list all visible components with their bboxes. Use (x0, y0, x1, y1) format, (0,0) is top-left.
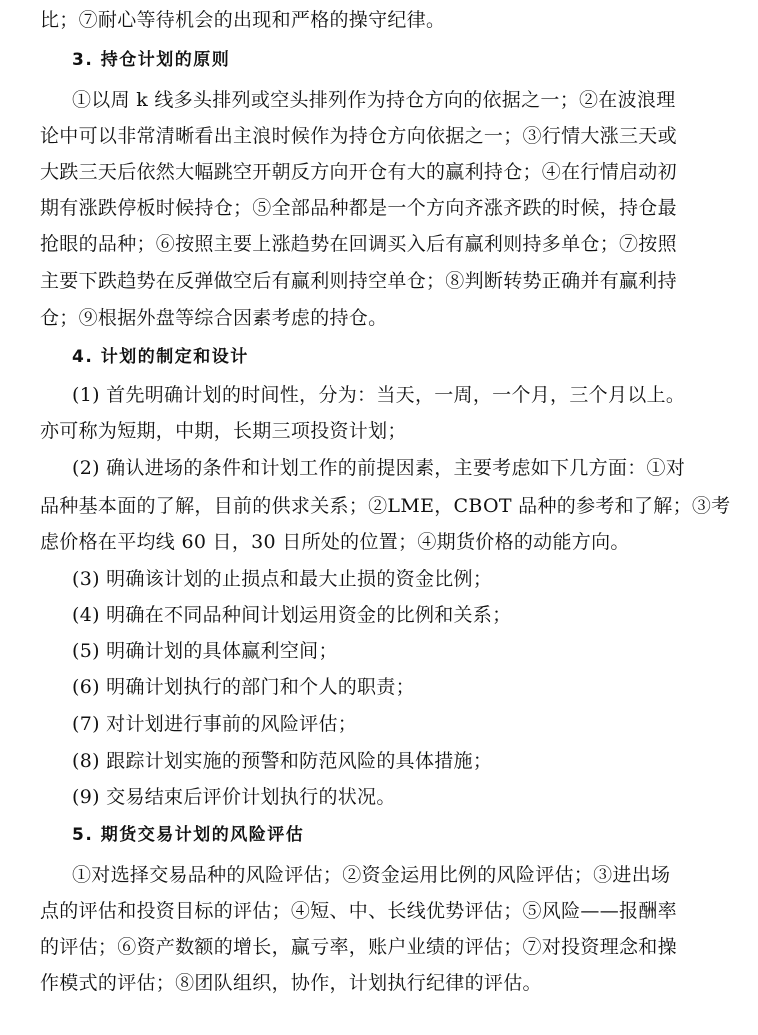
section-heading-3: 3. 持仓计划的原则 (72, 50, 231, 70)
section-heading-4: 4. 计划的制定和设计 (72, 347, 249, 367)
list-item: (7) 对计划进行事前的风险评估； (72, 713, 358, 735)
section-heading-5: 5. 期货交易计划的风险评估 (72, 825, 305, 845)
list-item: (3) 明确该计划的止损点和最大止损的资金比例； (72, 568, 493, 590)
text-line: 仓；⑨根据外盘等综合因素考虑的持仓。 (40, 307, 388, 329)
text-line: ①以周 k 线多头排列或空头排列作为持仓方向的依据之一；②在波浪理 (72, 89, 676, 111)
text-line: 论中可以非常清晰看出主浪时候作为持仓方向依据之一；③行情大涨三天或 (40, 125, 677, 147)
text-line: 抢眼的品种；⑥按照主要上涨趋势在回调买入后有赢利则持多单仓；⑦按照 (40, 233, 677, 255)
text-line: 虑价格在平均线 60 日，30 日所处的位置；④期货价格的动能方向。 (40, 531, 630, 553)
text-line: 品种基本面的了解，目前的供求关系；②LME，CBOT 品种的参考和了解；③考 (40, 495, 730, 517)
list-item: (5) 明确计划的具体赢利空间； (72, 640, 338, 662)
list-item: (4) 明确在不同品种间计划运用资金的比例和关系； (72, 604, 512, 626)
list-item: (9) 交易结束后评价计划执行的状况。 (72, 786, 396, 808)
text-line: 期有涨跌停板时候持仓；⑤全部品种都是一个方向齐涨齐跌的时候，持仓最 (40, 197, 677, 219)
text-line: 主要下跌趋势在反弹做空后有赢利则持空单仓；⑧判断转势正确并有赢利持 (40, 270, 677, 292)
text-line: 比；⑦耐心等待机会的出现和严格的操守纪律。 (40, 9, 446, 31)
text-line: 大跌三天后依然大幅跳空开朝反方向开仓有大的赢利持仓；④在行情启动初 (40, 161, 677, 183)
text-line: 亦可称为短期，中期，长期三项投资计划； (40, 420, 407, 442)
text-line: (2) 确认进场的条件和计划工作的前提因素，主要考虑如下几方面：①对 (72, 457, 686, 479)
list-item: (8) 跟踪计划实施的预警和防范风险的具体措施； (72, 750, 493, 772)
text-line: (1) 首先明确计划的时间性，分为：当天，一周，一个月，三个月以上。 (72, 384, 686, 406)
text-line: 点的评估和投资目标的评估；④短、中、长线优势评估；⑤风险——报酬率 (40, 900, 677, 922)
text-line: ①对选择交易品种的风险评估；②资金运用比例的风险评估；③进出场 (72, 864, 671, 886)
text-line: 的评估；⑥资产数额的增长，赢亏率，账户业绩的评估；⑦对投资理念和操 (40, 936, 677, 958)
list-item: (6) 明确计划执行的部门和个人的职责； (72, 676, 415, 698)
text-line: 作模式的评估；⑧团队组织，协作，计划执行纪律的评估。 (40, 972, 542, 994)
